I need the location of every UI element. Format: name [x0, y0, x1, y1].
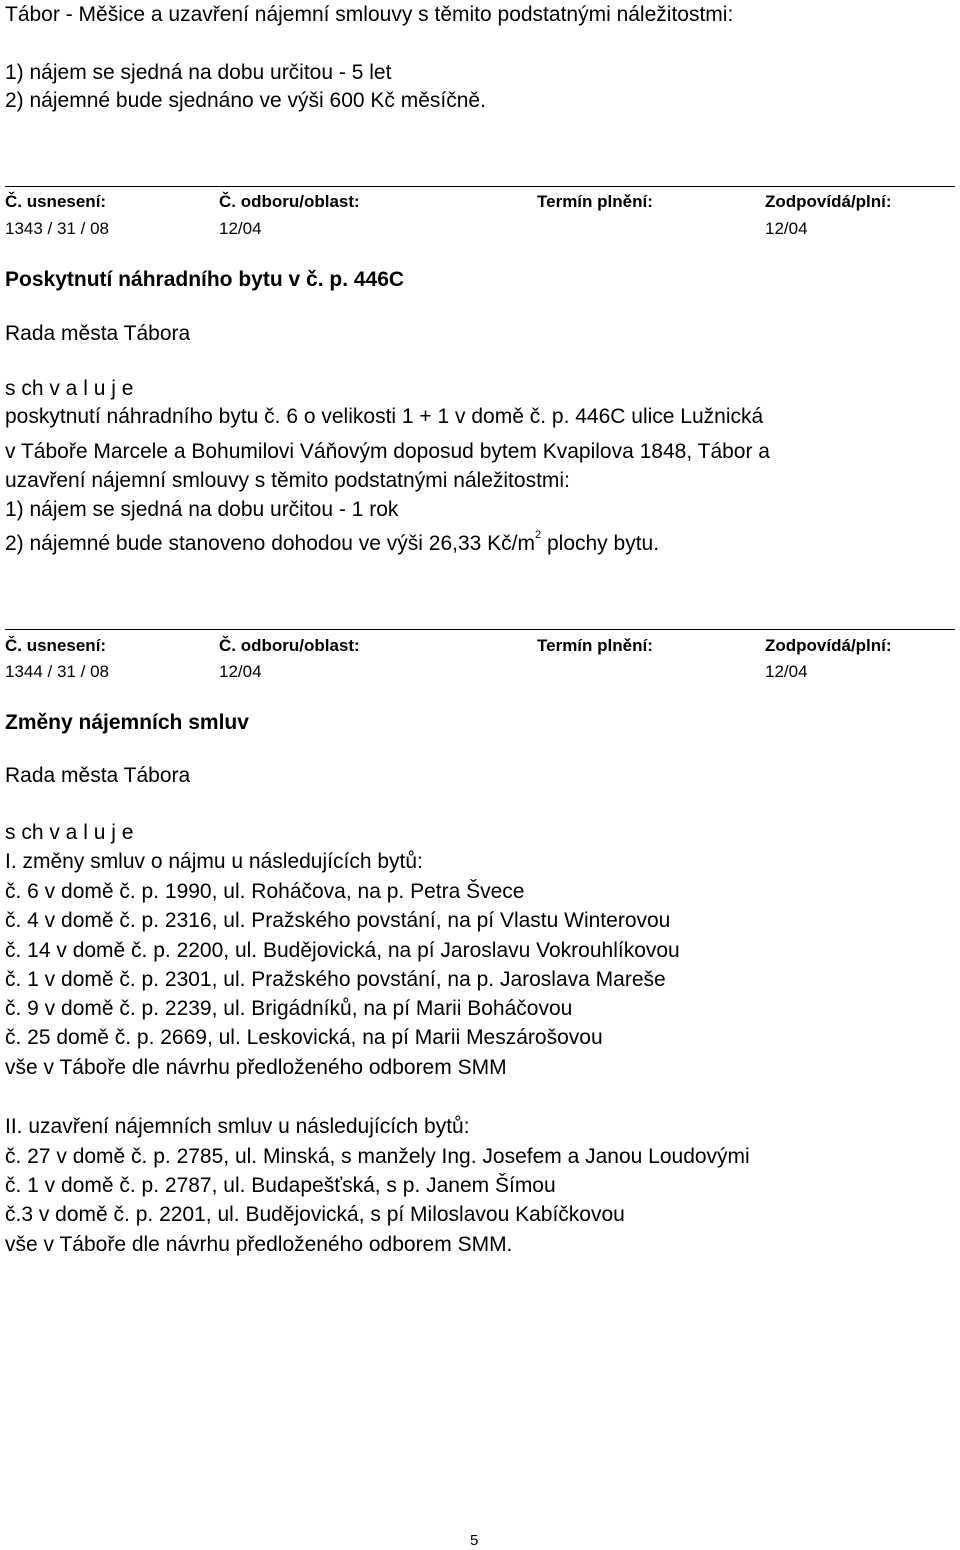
approval-verb: s ch v a l u j e — [5, 821, 134, 844]
resolution-odbor: 12/04 — [219, 219, 262, 238]
body-line: I. změny smluv o nájmu u následujících bytů: — [5, 850, 423, 873]
rent-text: 2) nájemné bude stanoveno dohodou ve výši 26,33 Kč/m — [5, 532, 536, 555]
header-zodpovida: Zodpovídá/plní: — [765, 636, 892, 655]
council-name: Rada města Tábora — [5, 764, 191, 787]
section-divider — [5, 629, 955, 630]
page-number: 5 — [470, 1532, 479, 1549]
rent-text-end: plochy bytu. — [541, 532, 660, 555]
section-divider — [5, 186, 955, 187]
header-usneseni: Č. usnesení: — [5, 192, 107, 211]
header-odbor: Č. odboru/oblast: — [219, 192, 360, 211]
intro-line: Tábor - Měšice a uzavření nájemní smlouvy s těmito podstatnými náležitostmi: — [5, 3, 734, 26]
body-line: č. 4 v domě č. p. 2316, ul. Pražského povstání, na pí Vlastu Winterovou — [5, 909, 671, 932]
rent-superscript: 2 — [535, 529, 542, 541]
body-line: v Táboře Marcele a Bohumilovi Váňovým doposud bytem Kvapilova 1848, Tábor a — [5, 440, 770, 463]
resolution-number: 1344 / 31 / 08 — [5, 662, 109, 681]
section-title: Poskytnutí náhradního bytu v č. p. 446C — [5, 268, 405, 291]
body-line: č. 6 v domě č. p. 1990, ul. Roháčova, na p. Petra Švece — [5, 880, 525, 903]
body-line: č. 14 v domě č. p. 2200, ul. Budějovická, na pí Jaroslavu Vokrouhlíkovou — [5, 939, 680, 962]
body-line: uzavření nájemní smlouvy s těmito podstatnými náležitostmi: — [5, 469, 570, 492]
body-line: č. 25 domě č. p. 2669, ul. Leskovická, na pí Marii Meszárošovou — [5, 1026, 603, 1049]
council-name: Rada města Tábora — [5, 322, 191, 345]
body-line: č. 1 v domě č. p. 2787, ul. Budapešťská, s p. Janem Šímou — [5, 1174, 556, 1197]
body-line: vše v Táboře dle návrhu předloženého odborem SMM — [5, 1056, 507, 1079]
resolution-odbor: 12/04 — [219, 662, 262, 681]
body-line-rent — [5, 531, 659, 557]
body-line: 1) nájem se sjedná na dobu určitou - 1 rok — [5, 498, 399, 521]
body-line: II. uzavření nájemních smluv u následujících bytů: — [5, 1115, 470, 1138]
header-zodpovida: Zodpovídá/plní: — [765, 192, 892, 211]
header-termin: Termín plnění: — [537, 636, 653, 655]
body-line: poskytnutí náhradního bytu č. 6 o velikosti 1 + 1 v domě č. p. 446C ulice Lužnická — [5, 405, 764, 428]
approval-verb: s ch v a l u j e — [5, 377, 134, 400]
resolution-zodpovida: 12/04 — [765, 219, 808, 238]
header-termin: Termín plnění: — [537, 192, 653, 211]
body-line: č. 1 v domě č. p. 2301, ul. Pražského povstání, na p. Jaroslava Mareše — [5, 968, 666, 991]
body-line: č. 9 v domě č. p. 2239, ul. Brigádníků, na pí Marii Boháčovou — [5, 997, 573, 1020]
body-line: vše v Táboře dle návrhu předloženého odborem SMM. — [5, 1233, 513, 1256]
body-line: č.3 v domě č. p. 2201, ul. Budějovická, s pí Miloslavou Kabíčkovou — [5, 1203, 625, 1226]
resolution-zodpovida: 12/04 — [765, 662, 808, 681]
resolution-number: 1343 / 31 / 08 — [5, 219, 109, 238]
header-odbor: Č. odboru/oblast: — [219, 636, 360, 655]
intro-line: 2) nájemné bude sjednáno ve výši 600 Kč měsíčně. — [5, 89, 486, 112]
intro-line: 1) nájem se sjedná na dobu určitou - 5 let — [5, 61, 392, 84]
body-line: č. 27 v domě č. p. 2785, ul. Minská, s manžely Ing. Josefem a Janou Loudovými — [5, 1145, 750, 1168]
section-title: Změny nájemních smluv — [5, 711, 249, 734]
header-usneseni: Č. usnesení: — [5, 636, 107, 655]
